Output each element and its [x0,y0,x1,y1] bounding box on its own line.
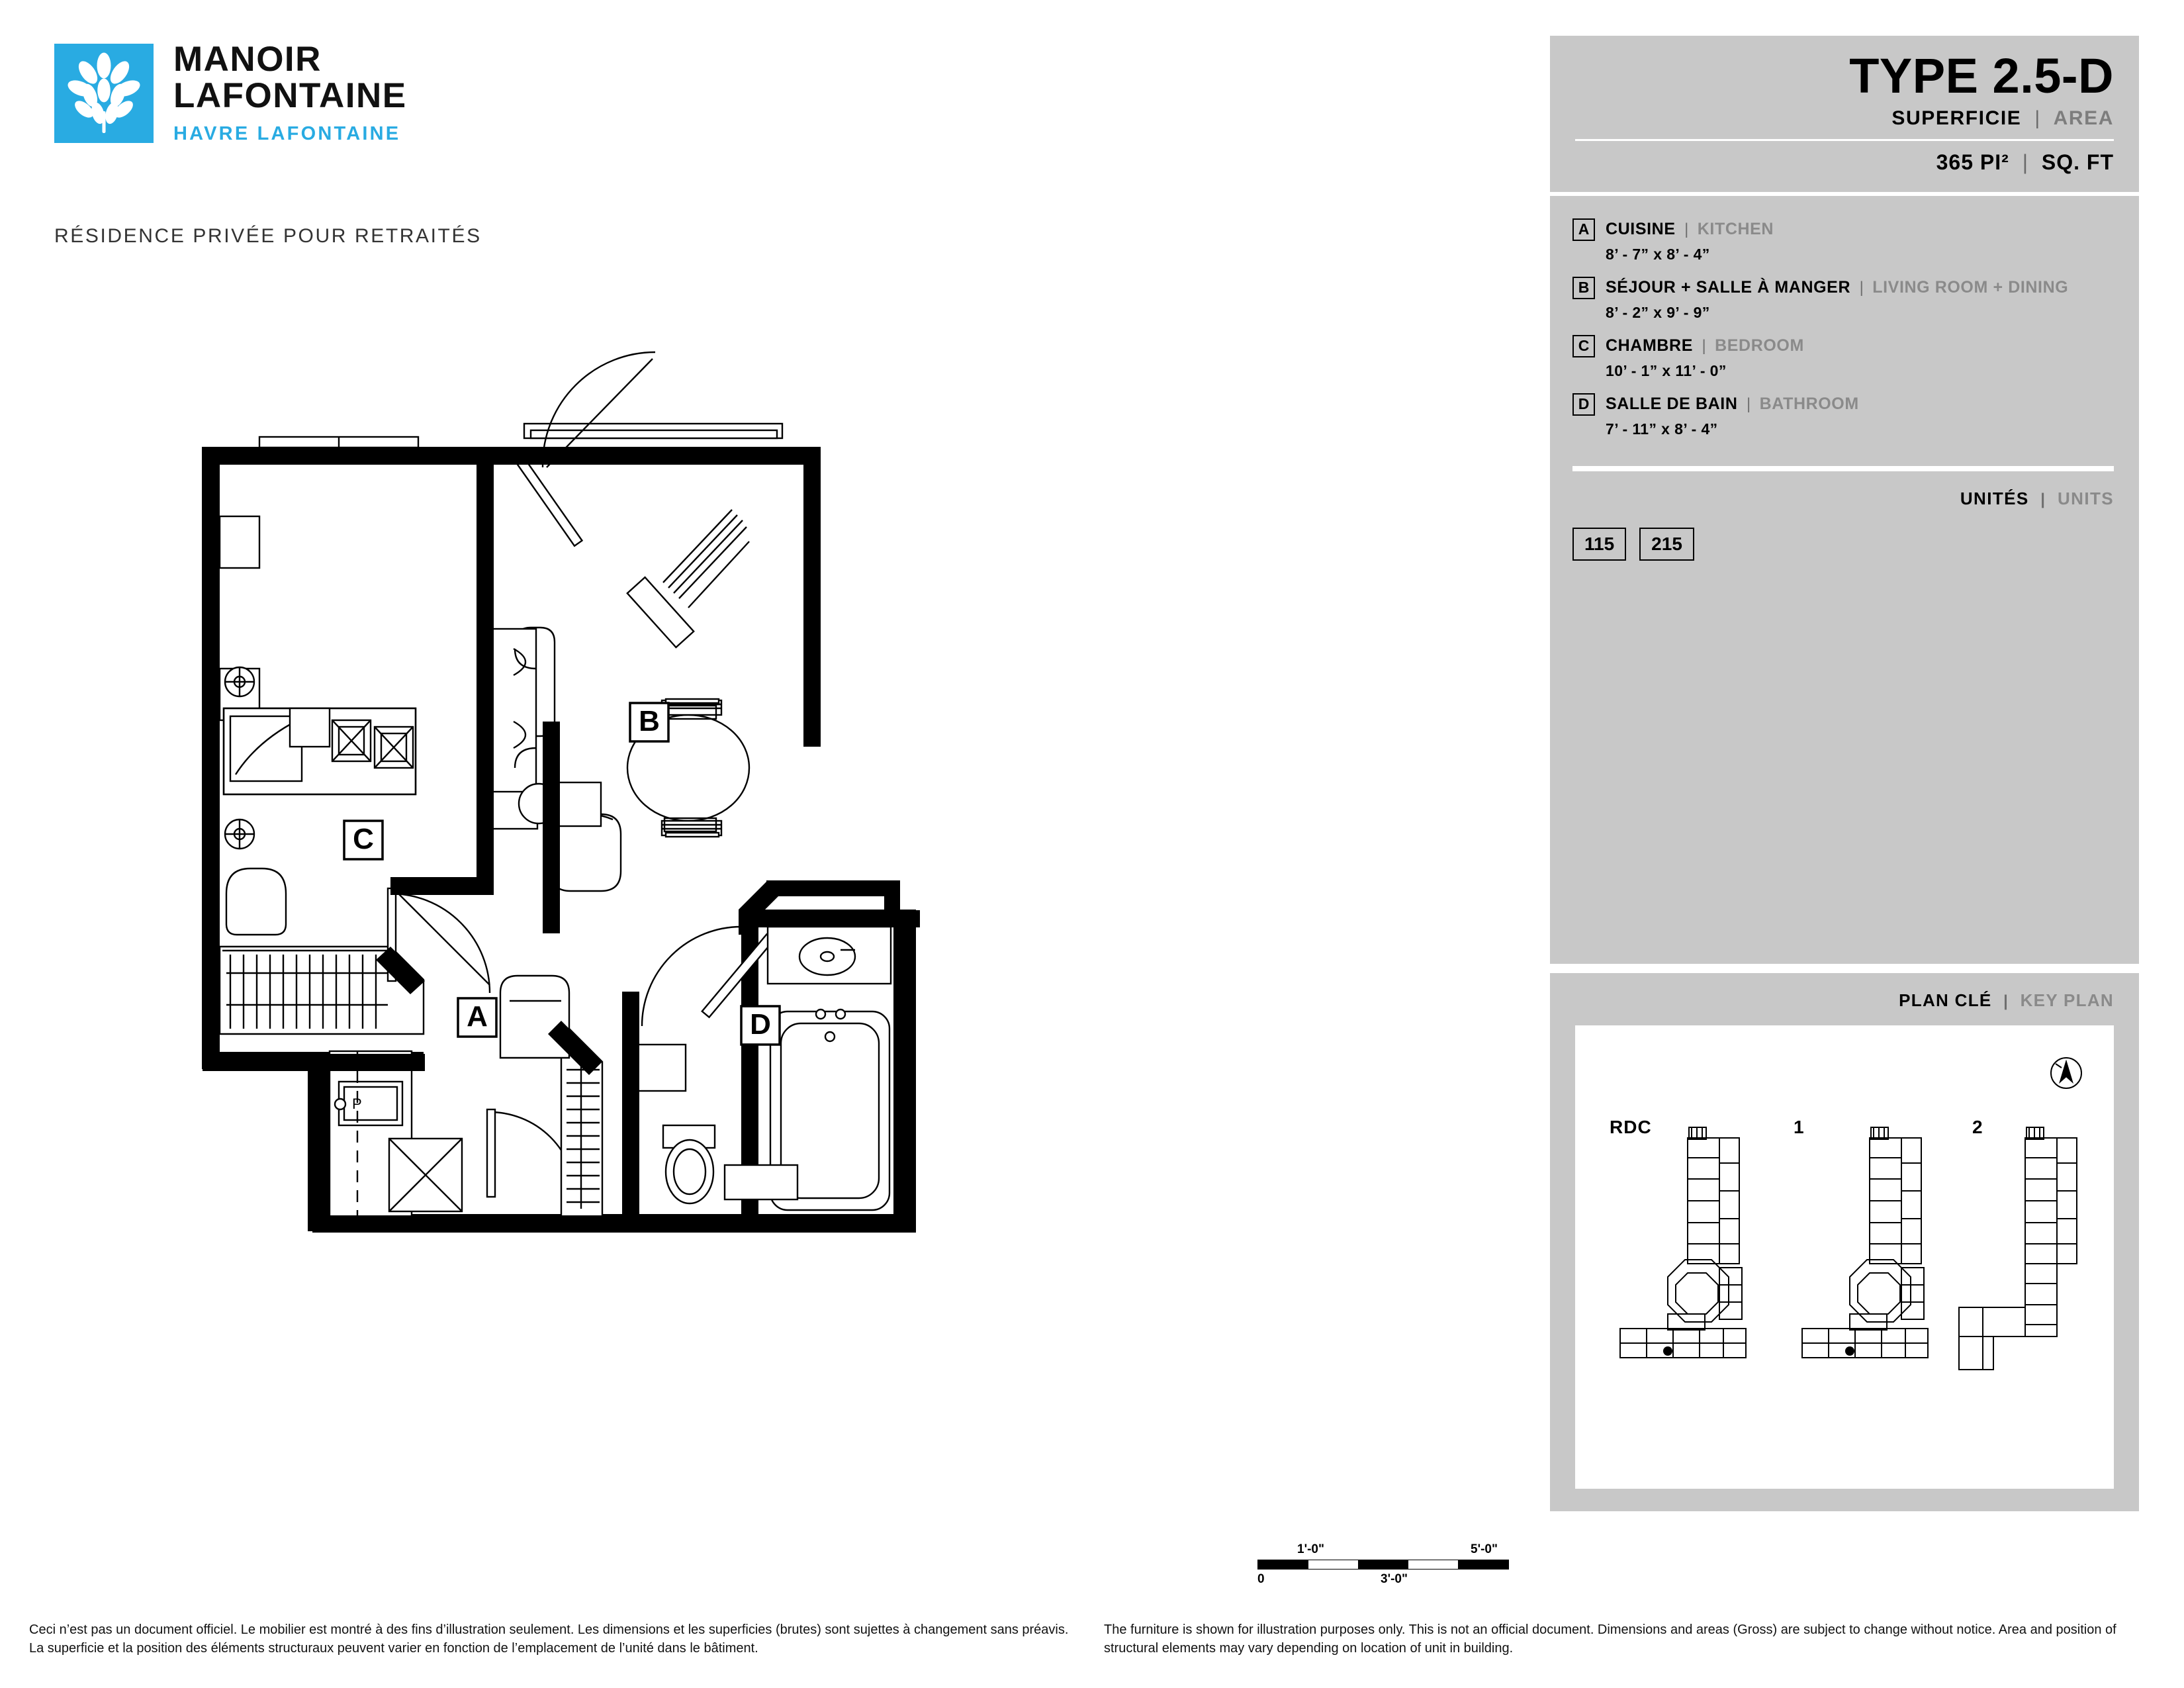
room-name-fr-c: CHAMBRE [1606,336,1693,355]
room-separator-a: | [1684,220,1689,239]
room-legend [1550,196,2139,964]
info-panel [1550,36,2139,1511]
logo-leaf-cluster-icon [54,44,154,143]
key-plan-section [1550,973,2139,1511]
scale-top-ticks [1257,1542,1535,1560]
plan-key-label-b: B [639,705,660,737]
key-plan-title-en: KEY PLAN [2020,990,2114,1010]
plan-title-band [1550,36,2139,192]
label-separator: | [2034,107,2041,129]
brand-name-line-1: MANOIR [173,40,322,79]
footer-disclaimer [0,1620,2184,1658]
plan-key-label-c: C [353,823,374,855]
brand-name-line-3: HAVRE LAFONTAINE [173,123,401,145]
room-legend-item-a [1572,218,2114,263]
scale-segment-1 [1258,1560,1308,1569]
unit-number-list [1572,528,2114,561]
room-separator-d: | [1746,395,1751,414]
room-legend-item-b [1572,277,2114,322]
scale-bar [1257,1542,1535,1589]
area-label-en: AREA [2053,107,2114,129]
page-title: TYPE 2.5-D [1849,48,2114,103]
units-label-row [1572,489,2114,509]
key-plan-canvas [1575,1025,2114,1489]
room-name-en-c: BEDROOM [1715,336,1804,355]
scale-tick-zero: 0 [1257,1572,1265,1586]
floorplan-svg [79,311,1469,1436]
room-dimensions-d: 7’ - 11” x 8’ - 4” [1606,420,1718,438]
key-plan-title [1575,990,2114,1011]
floor-label-1: 1 [1794,1116,1805,1137]
room-key-badge-a: A [1572,218,1595,241]
units-separator: | [2040,490,2046,508]
room-dimensions-c: 10’ - 1” x 11’ - 0” [1606,361,1727,379]
room-separator-c: | [1702,337,1706,355]
footer-text-french: Ceci n’est pas un document officiel. Le mobilier est montré à des fins d’illustration seulement. Les dimensions et les superficies (brutes) sont sujettes à changement sans préavis. La superficie et la position des éléments structuraux peuvent varier en fonction de l’emplacement de l’unité dans le bâtiment. [29,1622,1069,1656]
key-plan-diagram [1575,1025,2114,1489]
room-legend-item-c [1572,335,2114,380]
area-value-separator: | [2022,150,2028,174]
floor-label-rdc: RDC [1610,1116,1652,1137]
brand-header [48,32,564,247]
room-separator-b: | [1859,279,1864,297]
scale-tick-1ft: 1'-0" [1297,1542,1324,1556]
room-dimensions-a: 8’ - 7” x 8’ - 4” [1606,245,1710,263]
floor-label-2: 2 [1972,1116,1983,1137]
key-plan-separator: | [2003,992,2009,1010]
scale-segment-3 [1358,1560,1408,1569]
area-value-row [1575,139,2114,175]
scale-tick-3ft: 3'-0" [1381,1572,1408,1586]
room-key-badge-d: D [1572,393,1595,416]
key-plan-title-fr: PLAN CLÉ [1899,990,1992,1010]
brand-wordmark [173,41,407,145]
room-name-fr-a: CUISINE [1606,220,1676,239]
plan-key-label-a: A [467,1000,488,1033]
room-name-fr-b: SÉJOUR + SALLE À MANGER [1606,278,1851,297]
footer-text-english: The furniture is shown for illustration purposes only. This is not an official document. Dimensions and areas (Gross) are subject to change without notice. Area and position of structural elements may vary depending on location of unit in building. [1104,1622,2116,1656]
scale-segment-2 [1308,1560,1359,1569]
unit-chip-115[interactable]: 115 [1572,528,1626,561]
plan-key-label-d: D [750,1008,771,1041]
area-value: 365 PI² [1936,150,2009,174]
units-label-fr: UNITÉS [1960,488,2029,508]
area-label-row [1575,107,2114,130]
area-unit-en: SQ. FT [2041,150,2114,174]
scale-bottom-ticks [1257,1572,1535,1589]
floorplan-drawing [79,311,1469,1436]
brand-tagline: RÉSIDENCE PRIVÉE POUR RETRAITÉS [54,225,482,247]
brand-name-line-2: LAFONTAINE [173,76,407,116]
room-name-en-b: LIVING ROOM + DINING [1872,278,2069,297]
scale-bar-graphic [1257,1560,1509,1570]
scale-segment-5 [1458,1560,1508,1569]
area-label-fr: SUPERFICIE [1891,107,2022,129]
room-key-badge-b: B [1572,277,1595,299]
room-dimensions-b: 8’ - 2” x 9’ - 9” [1606,303,1710,321]
unit-chip-215[interactable]: 215 [1639,528,1694,561]
room-legend-item-d [1572,393,2114,438]
units-label-en: UNITS [2058,488,2114,508]
kitchen-panel-marker: P [352,1096,362,1112]
room-name-en-a: KITCHEN [1697,220,1774,239]
room-name-fr-d: SALLE DE BAIN [1606,395,1738,414]
scale-tick-5ft: 5'-0" [1471,1542,1498,1556]
scale-segment-4 [1408,1560,1459,1569]
north-arrow-icon [2051,1058,2081,1088]
room-name-en-d: BATHROOM [1759,395,1859,414]
room-key-badge-c: C [1572,335,1595,357]
divider [1572,466,2114,471]
